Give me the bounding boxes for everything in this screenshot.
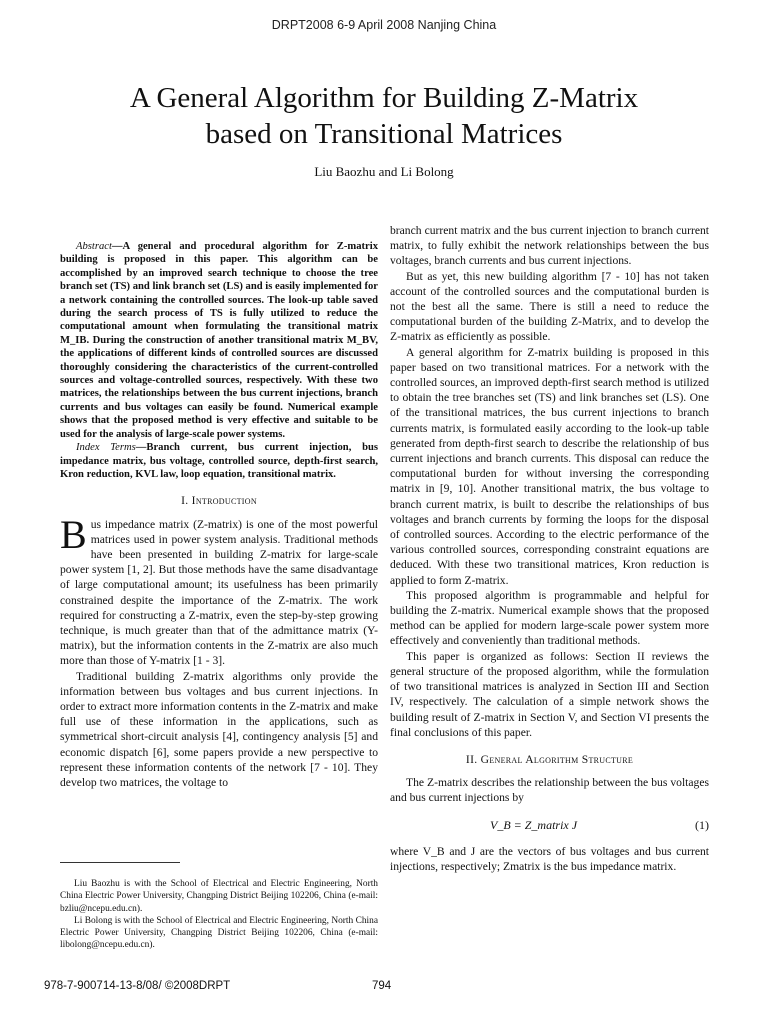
page-number: 794: [372, 980, 392, 992]
intro-continued: branch current matrix and the bus current injection to branch current matrix, to fully exhibit the network relationships between the bus voltages, branch currents and bus current injections.: [390, 224, 709, 268]
footnotes: [60, 878, 378, 952]
section-1-title: Introduction: [191, 494, 257, 508]
equation-1: [390, 814, 709, 840]
drop-cap: B: [60, 511, 87, 557]
equation-1-body: V_B = Z_matrix J: [490, 817, 578, 832]
section-1-numeral: I.: [181, 494, 189, 508]
title-line-2: based on Transitional Matrices: [205, 118, 563, 150]
footer-isbn: 978-7-900714-13-8/08/ ©2008DRPT: [44, 980, 231, 992]
index-terms-lead: Index Terms: [76, 442, 136, 454]
intro-paragraph-2: Traditional building Z-matrix algorithms only provide the information between bus voltages and bus current injections. In order to extract more information contents in the Z-matrix and make full use of these information in the applications, such as symmetrical short-circuit analysis [4], contingency analysis [5] and economic dispatch [6], some papers provide a new perspective to represent these information contents of the network [7 - 10]. They develop two matrices, the voltage to: [60, 669, 378, 789]
paper-title: [0, 80, 768, 152]
intro-paragraph-6: This paper is organized as follows: Section II reviews the general structure of the proposed algorithm, while the formulation of two transitional matrices is analyzed in Section III and Section IV, respectively. The calculation of a simple network shows the building result of Z-matrix in Section V, and Section VI presents the final conclusions of this paper.: [390, 649, 709, 739]
intro-paragraph-1: [60, 511, 378, 669]
footnote-2: Li Bolong is with the School of Electrical and Electric Engineering, North China Electric Power University, Changping District Beijing 102206, China (e-mail: libolong@ncepu.edu.cn).: [60, 915, 378, 951]
intro-paragraph-1-text: us impedance matrix (Z-matrix) is one of the most powerful matrices used in power system analysis. Traditional methods have been presented in building Z-matrix for large-scale power system [1, 2]. But those methods have the same disadvantage of large computational amount; its usefulness has been primarily constrained despite the importance of the Z-matrix. The work required for constructing a Z-matrix, even the step-by-step growing technique, is much greater than that of the admittance matrix (Y-matrix), but the information contents in the Z-matrix are also much more than those of Y-matrix [1 - 3].: [60, 517, 378, 668]
intro-paragraph-5: This proposed algorithm is programmable and helpful for building the Z-matrix. Numerical example shows that the proposed method can be applied for modern large-scale power system more effectively and conveniently than traditional methods.: [390, 588, 709, 648]
footnote-1: Liu Baozhu is with the School of Electrical and Electric Engineering, North China Electric Power University, Changping District Beijing 102206, China (e-mail: bzliu@ncepu.edu.cn).: [60, 879, 378, 914]
footnote-divider: [60, 862, 180, 863]
left-column: [60, 240, 378, 790]
author-list: Liu Baozhu and Li Bolong: [314, 164, 454, 179]
abstract-text: —A general and procedural algorithm for Z-matrix building is proposed in this paper. This algorithm can be accomplished by an improved search technique to choose the tree branch set (TS) and link branch set (LS) and is easily implemented for a network containing the controlled sources. The look-up table saved during the search process of TS is fully utilized to reduce the computational amount when formulating the transitional matrix M_IB. During the construction of another transitional matrix M_BV, the applications of different kinds of controlled sources are discussed thoroughly considering the characteristics of the current-controlled sources and voltage-controlled sources, respectively. With these two matrices, the relationships between the bus current injections, branch currents and bus voltages can easily be found. Numerical example shows that the proposed method is very effective and suitable to be used for the analysis of large-scale power systems.: [60, 241, 378, 440]
section-2-numeral: II.: [465, 752, 478, 766]
abstract: [60, 240, 378, 441]
abstract-lead: Abstract: [76, 241, 112, 252]
section-1-heading: [60, 493, 378, 508]
right-column: [390, 223, 709, 874]
intro-paragraph-4: A general algorithm for Z-matrix building is proposed in this paper based on two transitional matrices. For a network with the controlled sources, an improved depth-first search method is utilized to obtain the tree branches set (TS) and link branches set (LS). One of the transitional matrices, the bus current injections to branch currents matrix, is formulated easily according to the look-up table generated from depth-first search to describe the relationship of bus current injections and branch currents. This disposal can reduce the computational burden for without inversing the corresponding matrix in [9, 10]. Another transitional matrix, the bus voltage to branch current matrix, is built to describe the relationships of bus voltages and branch currents by forming the loops for the disposal of controlled sources. According to the electric performance of the various controlled sources, corresponding constraint equations are deduced. With these two transitional matrices, Kron reduction is applied to form Z-matrix.: [390, 345, 709, 587]
section-2-title: General Algorithm Structure: [480, 752, 634, 766]
intro-paragraph-3: But as yet, this new building algorithm [7 - 10] has not taken account of the controlled sources and the computational burden is not the best all the same. There is still a need to reduce the computational burden of the building Z-Matrix, and to develop the Z-matrix as efficiently as possible.: [390, 269, 709, 344]
section-2-paragraph-1: The Z-matrix describes the relationship between the bus voltages and bus current injections by: [390, 776, 709, 805]
conference-header: DRPT2008 6-9 April 2008 Nanjing China: [271, 18, 497, 32]
index-terms: [60, 441, 378, 481]
index-terms-text: —Branch current, bus current injection, bus impedance matrix, bus voltage, controlled source, depth-first search, Kron reduction, KVL law, loop equation, transitional matrix.: [60, 442, 378, 480]
equation-1-number: (1): [695, 817, 709, 832]
title-line-1: A General Algorithm for Building Z-Matrix: [129, 82, 639, 114]
section-2-heading: [390, 752, 709, 767]
section-2-paragraph-2: where V_B and J are the vectors of bus voltages and bus current injections, respectively; Zmatrix is the bus impedance matrix.: [390, 844, 709, 873]
